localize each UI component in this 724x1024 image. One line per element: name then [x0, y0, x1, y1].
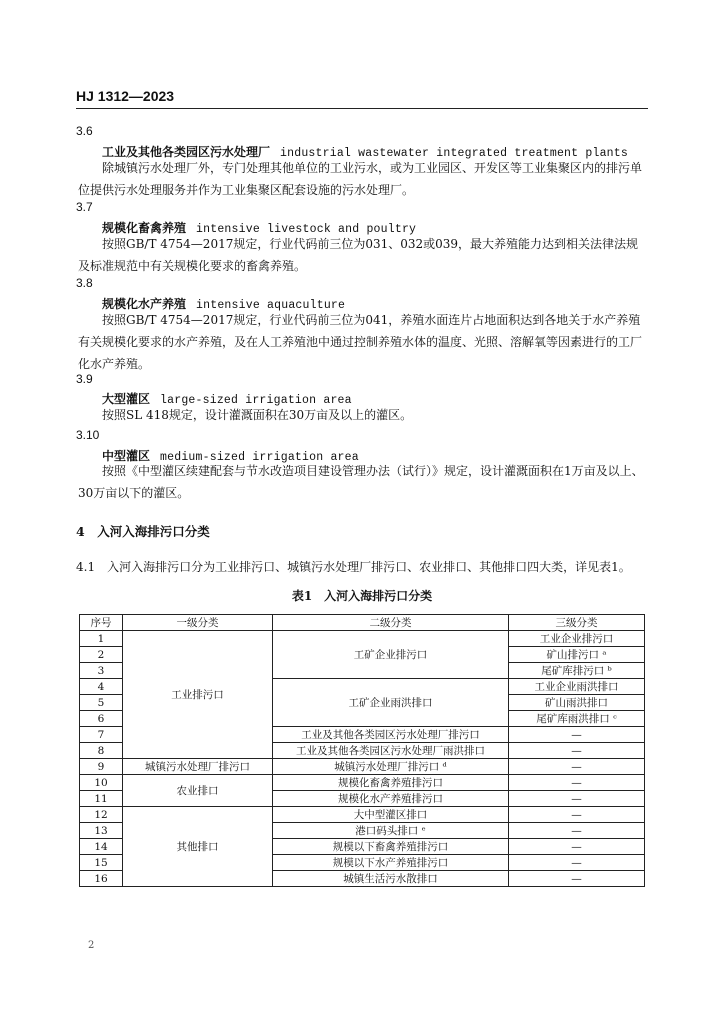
cell-level2: 港口码头排口 ᵉ	[273, 823, 509, 839]
cell-level3: —	[509, 823, 645, 839]
header-level1: 一级分类	[123, 615, 273, 631]
header-rule	[76, 108, 648, 109]
term-zh: 规模化畜禽养殖	[102, 221, 187, 235]
cell-level1: 农业排口	[123, 775, 273, 807]
term-zh: 规模化水产养殖	[102, 297, 187, 311]
cell-seq: 6	[80, 711, 123, 727]
outfall-classification-table	[79, 614, 645, 887]
cell-seq: 11	[80, 791, 123, 807]
cell-seq: 12	[80, 807, 123, 823]
definition-3-9: 按照SL 418规定，设计灌溉面积在30万亩及以上的灌区。	[102, 408, 413, 422]
cell-level3: 工业企业排污口	[509, 631, 645, 647]
term-en: medium-sized irrigation area	[160, 451, 359, 464]
cell-level3: 矿山雨洪排口	[509, 695, 645, 711]
cell-seq: 4	[80, 679, 123, 695]
clause-3-8-number: 3.8	[76, 276, 93, 290]
definition-3-7: 按照GB/T 4754—2017规定，行业代码前三位为031、032或039，最大养殖能力达到相关法律法规及标准规范中有关规模化要求的畜禽养殖。	[78, 237, 639, 273]
cell-level2: 规模以下畜禽养殖排污口	[273, 839, 509, 855]
cell-level2: 工矿企业排污口	[273, 631, 509, 679]
cell-seq: 1	[80, 631, 123, 647]
clause-3-6-number: 3.6	[76, 124, 93, 138]
cell-level2: 工业及其他各类园区污水处理厂排污口	[273, 727, 509, 743]
clause-3-10-number: 3.10	[76, 428, 100, 442]
cell-level2: 城镇生活污水散排口	[273, 871, 509, 887]
definition-3-8: 按照GB/T 4754—2017规定，行业代码前三位为041，养殖水面连片占地面积达到各地关于水产养殖有关规模化要求的水产养殖，及在人工养殖池中通过控制养殖水体的温度、光照、溶解氧等因素进行的工厂化水产养殖。	[78, 313, 643, 371]
table-header-row	[80, 615, 645, 631]
section-4-heading: 4 入河入海排污口分类	[76, 524, 210, 539]
term-zh: 中型灌区	[102, 449, 151, 463]
cell-level3: —	[509, 775, 645, 791]
header-seq: 序号	[80, 615, 123, 631]
table-caption: 表1 入河入海排污口分类	[291, 589, 433, 603]
table-row	[80, 807, 645, 823]
page-number: 2	[88, 940, 95, 951]
cell-seq: 16	[80, 871, 123, 887]
header-level2: 二级分类	[273, 615, 509, 631]
cell-level3: —	[509, 727, 645, 743]
standard-code: HJ 1312—2023	[76, 88, 175, 104]
term-zh: 工业及其他各类园区污水处理厂	[102, 145, 271, 159]
term-en: large-sized irrigation area	[160, 394, 352, 407]
cell-seq: 9	[80, 759, 123, 775]
definition-3-10: 按照《中型灌区续建配套与节水改造项目建设管理办法（试行）》规定，设计灌溉面积在1万亩及以上、30万亩以下的灌区。	[78, 464, 644, 500]
cell-level3: —	[509, 743, 645, 759]
cell-level3: —	[509, 839, 645, 855]
cell-seq: 14	[80, 839, 123, 855]
clause-4-1: 4.1 入河入海排污口分为工业排污口、城镇污水处理厂排污口、农业排口、其他排口四大类，详见表1。	[76, 560, 631, 574]
cell-level3: 尾矿库雨洪排口 ᶜ	[509, 711, 645, 727]
cell-level2: 城镇污水处理厂排污口 ᵈ	[273, 759, 509, 775]
term-zh: 大型灌区	[102, 392, 151, 406]
cell-level3: 尾矿库排污口 ᵇ	[509, 663, 645, 679]
cell-level3: —	[509, 759, 645, 775]
cell-level1: 工业排污口	[123, 631, 273, 759]
cell-seq: 2	[80, 647, 123, 663]
clause-3-9-number: 3.9	[76, 372, 93, 386]
cell-seq: 13	[80, 823, 123, 839]
cell-level2: 规模化畜禽养殖排污口	[273, 775, 509, 791]
cell-level3: —	[509, 855, 645, 871]
clause-3-7-number: 3.7	[76, 200, 93, 214]
cell-level3: —	[509, 871, 645, 887]
cell-level1: 其他排口	[123, 807, 273, 887]
cell-level2: 工矿企业雨洪排口	[273, 679, 509, 727]
cell-level3: 工业企业雨洪排口	[509, 679, 645, 695]
table-row	[80, 759, 645, 775]
cell-level2: 工业及其他各类园区污水处理厂雨洪排口	[273, 743, 509, 759]
cell-seq: 10	[80, 775, 123, 791]
cell-level3: —	[509, 791, 645, 807]
cell-seq: 3	[80, 663, 123, 679]
term-en: industrial wastewater integrated treatment plants	[280, 147, 628, 160]
cell-level3: —	[509, 807, 645, 823]
term-en: intensive aquaculture	[196, 299, 346, 312]
cell-level3: 矿山排污口 ᵃ	[509, 647, 645, 663]
cell-seq: 15	[80, 855, 123, 871]
cell-seq: 8	[80, 743, 123, 759]
term-en: intensive livestock and poultry	[196, 223, 417, 236]
definition-3-6: 除城镇污水处理厂外，专门处理其他单位的工业污水，或为工业园区、开发区等工业集聚区内的排污单位提供污水处理服务并作为工业集聚区配套设施的污水处理厂。	[78, 161, 643, 197]
table-row	[80, 631, 645, 647]
cell-seq: 5	[80, 695, 123, 711]
cell-level1: 城镇污水处理厂排污口	[123, 759, 273, 775]
table-row	[80, 775, 645, 791]
cell-level2: 大中型灌区排口	[273, 807, 509, 823]
header-level3: 三级分类	[509, 615, 645, 631]
cell-seq: 7	[80, 727, 123, 743]
cell-level2: 规模以下水产养殖排污口	[273, 855, 509, 871]
cell-level2: 规模化水产养殖排污口	[273, 791, 509, 807]
